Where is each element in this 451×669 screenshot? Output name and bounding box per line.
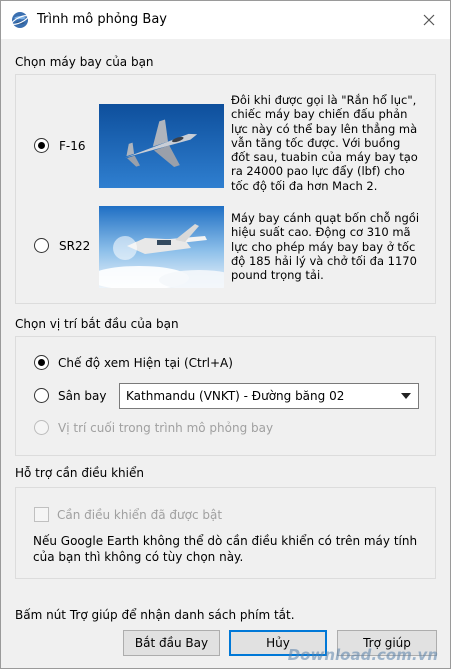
start-flight-button[interactable]: Bắt đầu Bay: [123, 630, 220, 656]
airport-select-value: Kathmandu (VNKT) - Đường băng 02: [126, 389, 345, 403]
start-section-heading: Chọn vị trí bắt đầu của bạn: [15, 317, 179, 331]
f16-description: Đôi khi được gọi là "Rắn hổ lục", chiếc máy bay chiến đấu phản lực này có thể bay lên thẳng mà vẫn tăng tốc được. Với buồng đốt sau, tuabin của máy bay tạo ra 24000 pao lực đẩy (lbf) cho tốc độ tối đa hơn Mach 2.: [231, 93, 418, 193]
joystick-checkbox[interactable]: [34, 507, 49, 522]
title-bar: [1, 1, 450, 39]
sr22-label: SR22: [59, 239, 91, 253]
radio-airport[interactable]: [34, 388, 49, 403]
sr22-image: [99, 206, 224, 288]
chevron-down-icon: [401, 393, 411, 399]
f16-image: [99, 104, 224, 188]
help-button[interactable]: Trợ giúp: [337, 630, 437, 656]
watermark-logo: Download.com.vn: [287, 646, 438, 664]
airport-label: Sân bay: [58, 389, 107, 403]
radio-last-position[interactable]: [34, 420, 49, 435]
joystick-note: Nếu Google Earth không thể dò cần điều khiển có trên máy tính của bạn thì không có tùy chọn này.: [33, 534, 418, 564]
radio-f16[interactable]: [34, 138, 49, 153]
window-title: Trình mô phỏng Bay: [37, 12, 167, 27]
cancel-button[interactable]: Hủy: [229, 630, 327, 656]
joystick-checkbox-label: Cần điều khiển đã được bật: [57, 508, 223, 522]
joystick-section-heading: Hỗ trợ cần điều khiển: [15, 466, 144, 480]
aircraft-section-heading: Chọn máy bay của bạn: [15, 55, 154, 69]
sr22-description: Máy bay cánh quạt bốn chỗ ngồi hiệu suất cao. Động cơ 310 mã lực cho phép máy bay bay ở tốc độ 185 hải lý và chở tối đa 1170 pound trọng tải.: [231, 211, 420, 283]
close-button[interactable]: [418, 9, 440, 31]
help-hint: Bấm nút Trợ giúp để nhận danh sách phím tắt.: [15, 608, 295, 622]
radio-sr22[interactable]: [34, 238, 49, 253]
google-earth-icon: [11, 11, 29, 29]
close-icon: [423, 14, 435, 26]
last-position-label: Vị trí cuối trong trình mô phỏng bay: [58, 421, 274, 435]
airport-select[interactable]: [119, 383, 419, 409]
f16-label: F-16: [59, 139, 86, 153]
radio-current-view[interactable]: [34, 355, 49, 370]
current-view-label: Chế độ xem Hiện tại (Ctrl+A): [58, 356, 233, 370]
